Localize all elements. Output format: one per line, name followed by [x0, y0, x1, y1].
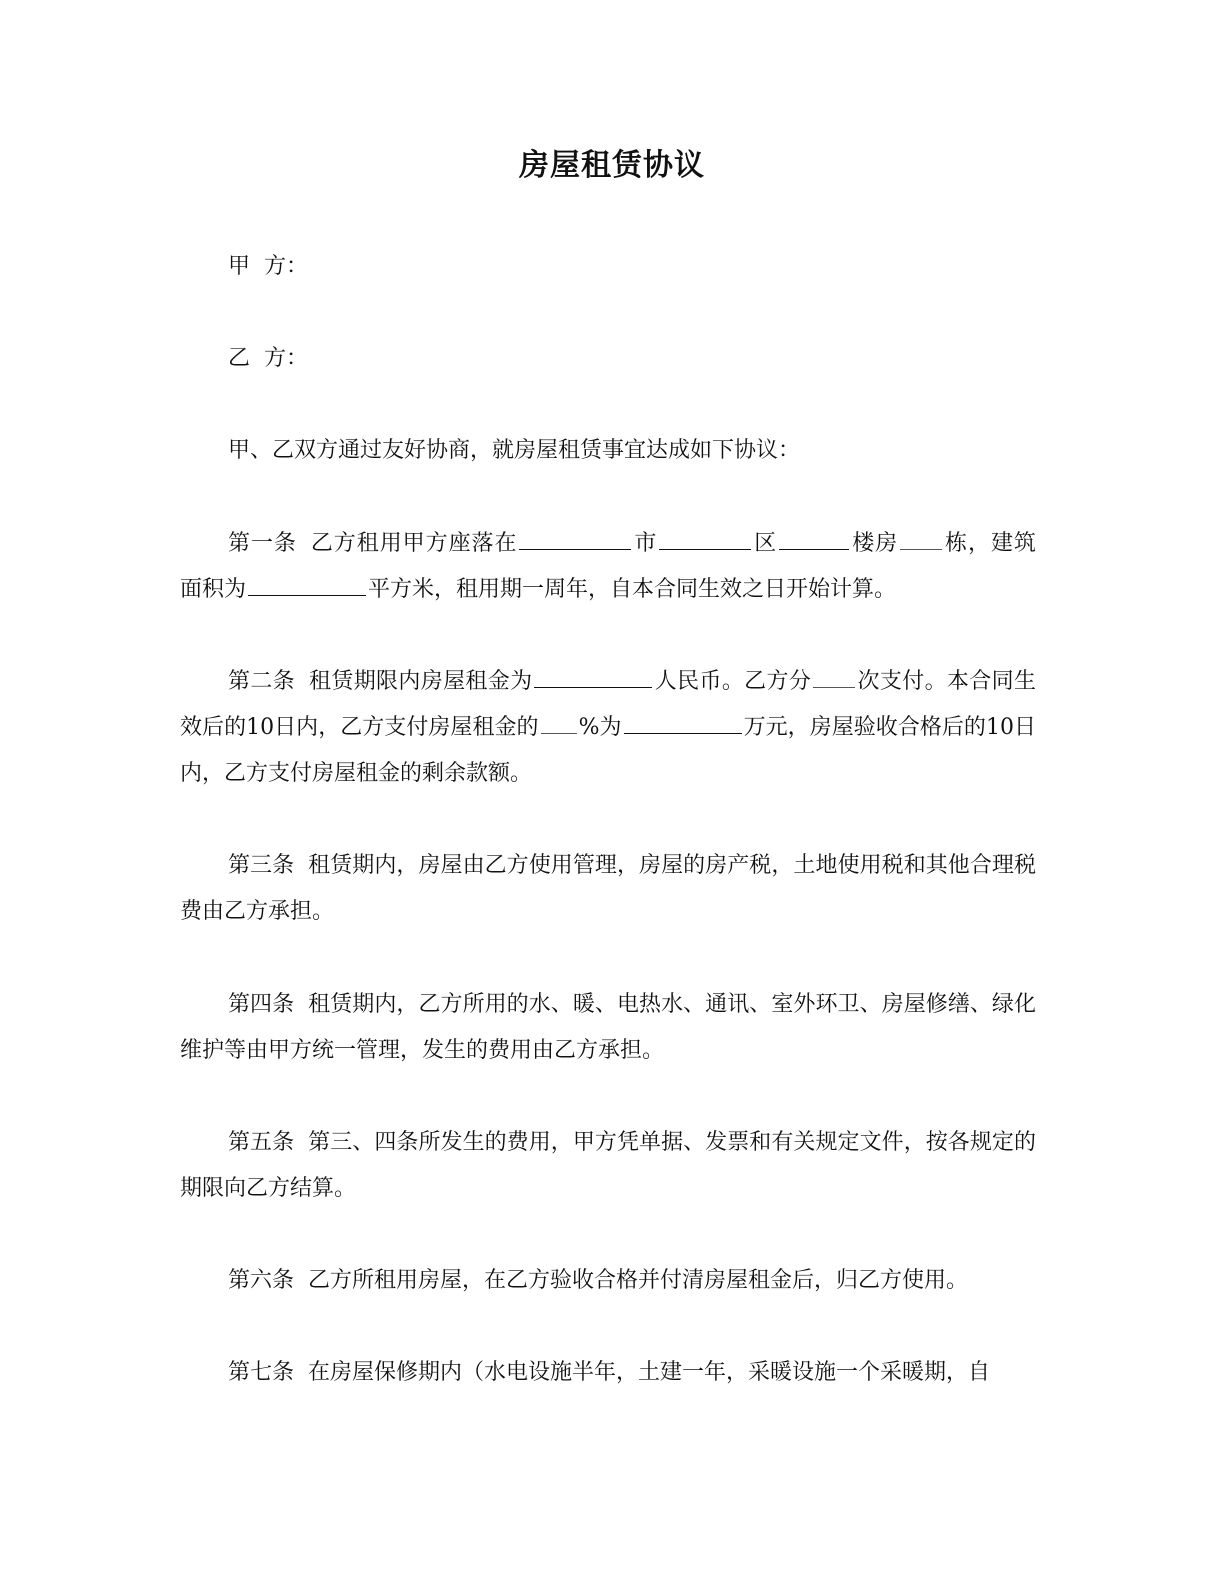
- party-a-label: 甲 方：: [228, 254, 308, 279]
- article-1-text-5: 栋，建筑面积为: [180, 531, 1036, 602]
- article-2-text-1: 租赁期限内房屋租金为: [309, 669, 533, 694]
- article-4-text: 租赁期内，乙方所用的水、暖、电热水、通讯、室外环卫、房屋修缮、绿化维护等由甲方统一管理，发生的费用由乙方承担。: [180, 992, 1036, 1063]
- article-7: [180, 1350, 1036, 1396]
- party-b-label: 乙 方：: [228, 346, 308, 371]
- article-2-number: 第二条: [228, 669, 296, 694]
- article-1-text-1: 乙方租用甲方座落在: [310, 531, 518, 556]
- installments-blank[interactable]: [813, 659, 855, 688]
- article-1-text-4: 楼房: [851, 531, 899, 556]
- article-1-text-2: 市: [633, 531, 658, 556]
- building-blank[interactable]: [779, 521, 849, 550]
- rent-blank[interactable]: [534, 659, 652, 688]
- article-3-number: 第三条: [228, 853, 295, 878]
- district-blank[interactable]: [659, 521, 751, 550]
- percent-blank[interactable]: [541, 705, 577, 734]
- article-1-text-3: 区: [753, 531, 778, 556]
- intro-paragraph: 甲、乙双方通过友好协商，就房屋租赁事宜达成如下协议：: [228, 438, 801, 463]
- article-2-text-5: 万元，房屋验收合格后的10日内，乙方支付房屋租金的剩余款额。: [180, 715, 1037, 786]
- article-2: [180, 659, 1036, 797]
- article-6-text: 乙方所租用房屋，在乙方验收合格并付清房屋租金后，归乙方使用。: [308, 1268, 969, 1293]
- article-1-number: 第一条: [228, 531, 297, 556]
- party-b-line: [180, 336, 1036, 382]
- article-5-number: 第五条: [228, 1130, 295, 1155]
- amount-blank[interactable]: [624, 705, 742, 734]
- article-4: [180, 982, 1036, 1074]
- article-3: [180, 843, 1036, 935]
- party-a-line: [180, 244, 1036, 290]
- city-blank[interactable]: [519, 521, 631, 550]
- area-blank[interactable]: [248, 567, 366, 596]
- article-4-number: 第四条: [228, 992, 295, 1017]
- article-7-number: 第七条: [228, 1360, 295, 1385]
- article-7-text: 在房屋保修期内（水电设施半年，土建一年，采暖设施一个采暖期，自: [308, 1360, 991, 1385]
- article-6: [180, 1258, 1036, 1304]
- article-2-text-4: %为: [578, 715, 622, 740]
- article-5: [180, 1120, 1036, 1212]
- article-1: [180, 521, 1036, 613]
- article-1-text-6: 平方米，租用期一周年，自本合同生效之日开始计算。: [368, 577, 897, 602]
- unit-blank[interactable]: [900, 521, 942, 550]
- article-5-text: 第三、四条所发生的费用，甲方凭单据、发票和有关规定文件，按各规定的期限向乙方结算。: [180, 1130, 1036, 1201]
- article-2-text-3: 次支付。本合同生效后的10日内，乙方支付房屋租金的: [180, 669, 1036, 740]
- article-6-number: 第六条: [228, 1268, 295, 1293]
- article-2-text-2: 人民币。乙方分: [654, 669, 812, 694]
- document-title: 房屋租赁协议: [519, 148, 705, 183]
- article-3-text: 租赁期内，房屋由乙方使用管理，房屋的房产税，土地使用税和其他合理税费由乙方承担。: [180, 853, 1036, 924]
